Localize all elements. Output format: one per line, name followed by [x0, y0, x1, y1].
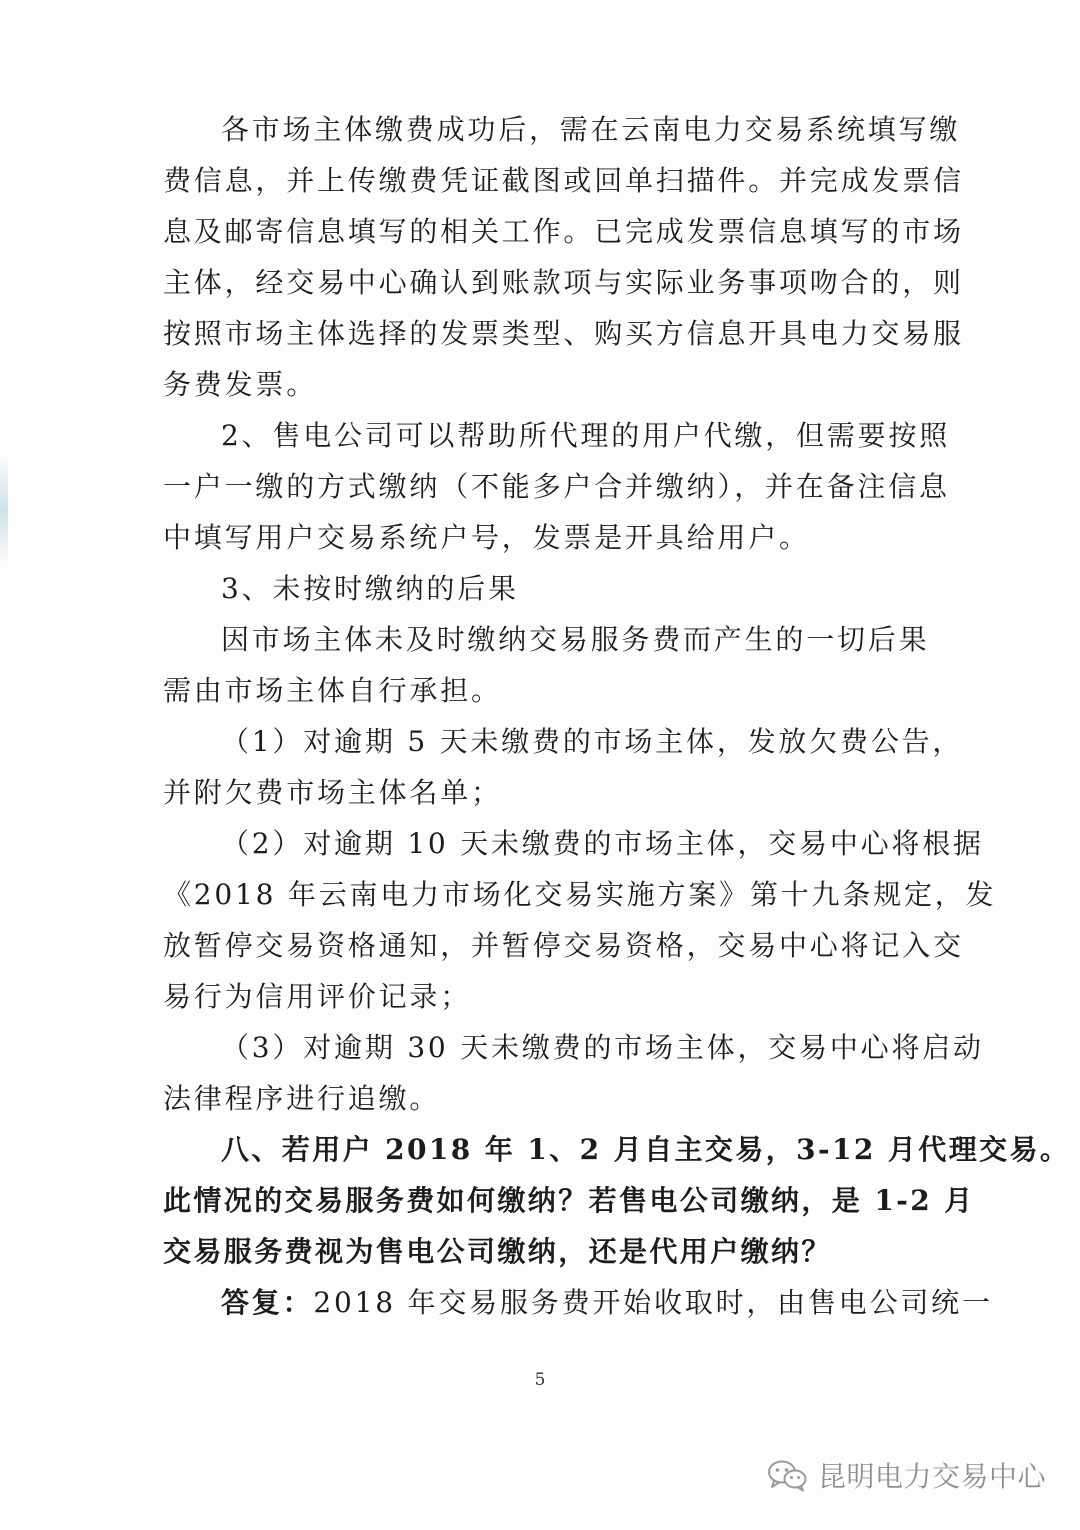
text-line: 主体，经交易中心确认到账款项与实际业务事项吻合的，则	[163, 266, 964, 299]
text-line: 因市场主体未及时缴纳交易服务费而产生的一切后果	[221, 623, 930, 656]
text-line: 中填写用户交易系统户号，发票是开具给用户。	[163, 521, 810, 554]
answer-label: 答复：	[221, 1286, 314, 1319]
question-line: 八、若用户 2018 年 1、2 月自主交易，3-12 月代理交易。	[221, 1133, 1071, 1166]
text-line: 2、售电公司可以帮助所代理的用户代缴，但需要按照	[221, 419, 951, 452]
watermark	[766, 1455, 1046, 1495]
question-line: 交易服务费视为售电公司缴纳，还是代用户缴纳？	[163, 1235, 832, 1268]
text-line: 法律程序进行追缴。	[163, 1082, 441, 1115]
text-line: 一户一缴的方式缴纳（不能多户合并缴纳），并在备注信息	[163, 470, 950, 503]
text-line: 3、未按时缴纳的后果	[221, 572, 519, 605]
text-line: 并附欠费市场主体名单；	[163, 776, 502, 809]
text-line: 《2018 年云南电力市场化交易实施方案》第十九条规定，发	[163, 878, 997, 911]
text-line: 易行为信用评价记录；	[163, 980, 472, 1013]
text-line: 按照市场主体选择的发票类型、购买方信息开具电力交易服	[163, 317, 964, 350]
text-line: （1）对逾期 5 天未缴费的市场主体，发放欠费公告，	[221, 725, 964, 758]
answer-line	[163, 1277, 993, 1328]
text-line: 费信息，并上传缴费凭证截图或回单扫描件。并完成发票信	[163, 164, 964, 197]
question-line: 此情况的交易服务费如何缴纳？若售电公司缴纳，是 1-2 月	[163, 1184, 975, 1217]
document-body	[163, 104, 1071, 1328]
text-line: 需由市场主体自行承担。	[163, 674, 502, 707]
page-number: 5	[534, 1370, 546, 1390]
text-line: 各市场主体缴费成功后，需在云南电力交易系统填写缴	[221, 113, 961, 146]
text-line: 放暂停交易资格通知，并暂停交易资格，交易中心将记入交	[163, 929, 964, 962]
scan-edge-mark	[0, 455, 8, 565]
text-line: （3）对逾期 30 天未缴费的市场主体，交易中心将启动	[221, 1031, 984, 1064]
body-paragraphs	[163, 104, 997, 1124]
watermark-text: 昆明电力交易中心	[817, 1460, 1046, 1493]
text-line: （2）对逾期 10 天未缴费的市场主体，交易中心将根据	[221, 827, 984, 860]
wechat-icon	[766, 1458, 808, 1492]
question-paragraph	[163, 1124, 1071, 1277]
answer-text: 2018 年交易服务费开始收取时，由售电公司统一	[313, 1286, 993, 1319]
text-line: 务费发票。	[163, 368, 318, 401]
text-line: 息及邮寄信息填写的相关工作。已完成发票信息填写的市场	[163, 215, 964, 248]
